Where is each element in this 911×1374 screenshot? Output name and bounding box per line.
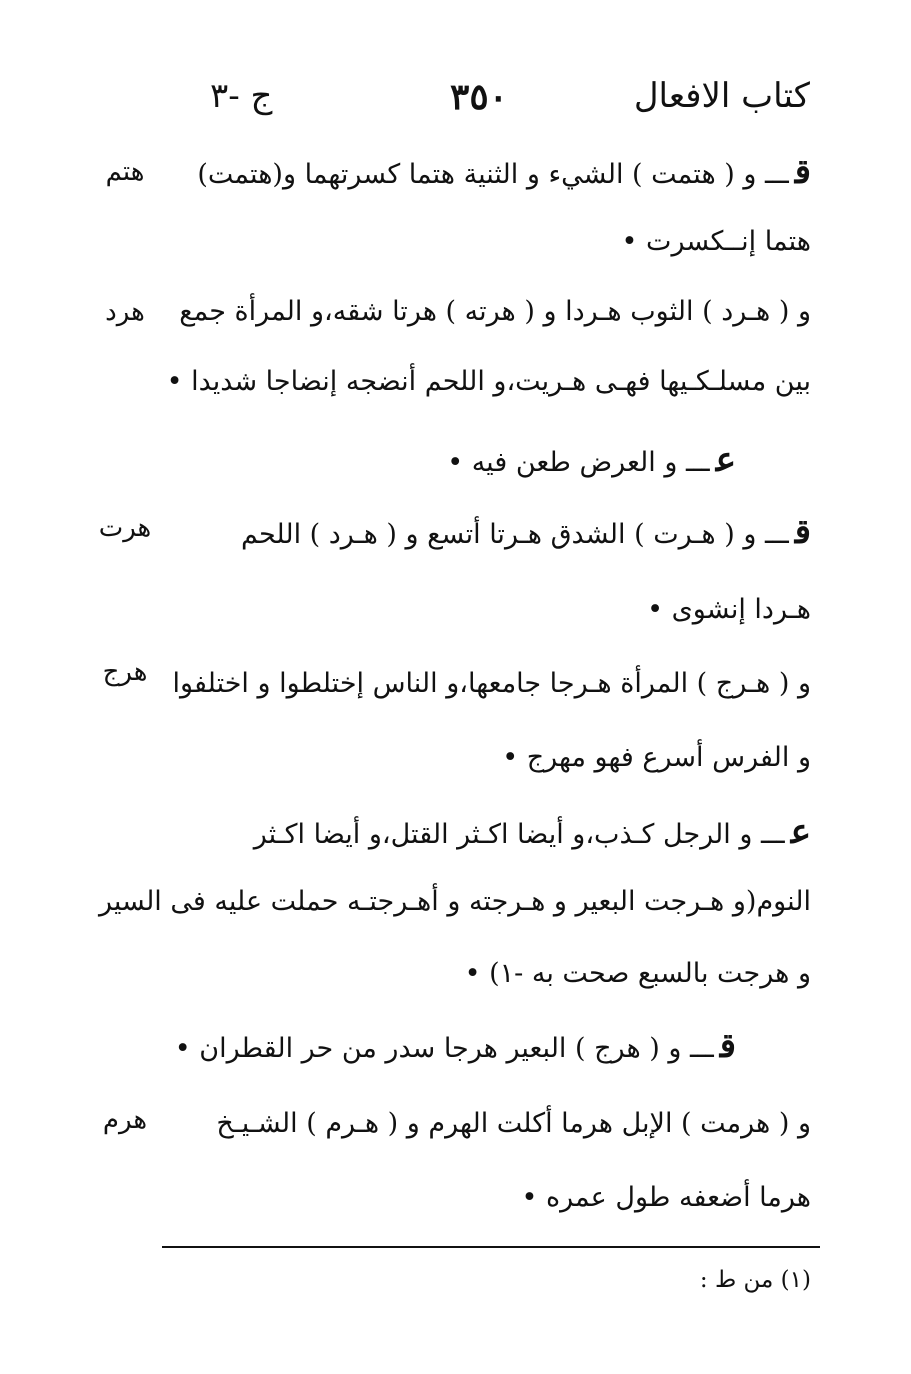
entry-text: و ( هـرج ) المرأة هـرجا جامعها،و الناس إختلطوا و اختلفوا <box>172 668 811 699</box>
entry-text: هتما إنــكسرت • <box>621 226 811 257</box>
entry-text: ـــ و ( هتمت ) الشيء و الثنية هتما كسرتهما و(هتمت) <box>197 159 789 190</box>
entry-line <box>181 954 811 994</box>
entry-line <box>181 222 811 262</box>
entry-text: النوم(و هـرجت البعير و هـرجته و أهـرجتـه حملت عليه فى السير <box>98 886 811 917</box>
entry-text: بين مسلـكـيها فهـى هـريت،و اللحم أنضجه إنضاجا شديدا • <box>166 366 811 397</box>
entry-line <box>181 738 811 778</box>
margin-root-word: هرد <box>105 297 145 327</box>
entry-line <box>98 882 811 922</box>
entry-text: ـــ و العرض طعن فيه • <box>447 447 710 478</box>
margin-root-word: هرم <box>102 1105 148 1135</box>
entry-line <box>172 664 811 704</box>
footnote-divider <box>162 1246 820 1248</box>
entry-text: و ( هرمت ) الإبل هرما أكلت الهرم و ( هـرم ) الشـيـخ <box>216 1108 811 1139</box>
margin-root-word: هتم <box>105 157 145 187</box>
entry-text: ـــ و ( هـرت ) الشدق هـرتا أتسع و ( هـرد ) اللحم <box>241 519 789 550</box>
book-marker: ق <box>794 152 811 192</box>
entry-line <box>181 1178 811 1218</box>
entry-text: هرما أضعفه طول عمره • <box>521 1182 811 1213</box>
entry-line <box>176 1026 736 1069</box>
entry-text: و ( هـرد ) الثوب هـردا و ( هرته ) هرتا شقه،و المرأة جمع <box>179 296 811 327</box>
entry-line <box>181 590 811 630</box>
book-marker: ق <box>719 1026 736 1066</box>
entry-line <box>181 512 811 555</box>
entry-line <box>176 440 736 483</box>
page-number: ٣٥٠ <box>450 76 509 118</box>
entry-line <box>181 292 811 332</box>
book-marker: ع <box>790 812 811 852</box>
entry-line <box>181 1104 811 1144</box>
entry-text: ـــ و الرجل كـذب،و أيضا اكـثر القتل،و أيضا اكـثر <box>253 819 785 850</box>
footnote: (١) من ط : <box>699 1267 811 1293</box>
entry-text: و هرجت بالسبع صحت به -١) • <box>464 958 811 989</box>
entry-line <box>181 152 811 195</box>
entry-text: و الفرس أسرع فهو مهرج • <box>502 742 811 773</box>
volume-label: ج -٣ <box>210 76 273 116</box>
margin-root-word: هرج <box>102 657 148 687</box>
entry-line <box>166 362 811 402</box>
margin-root-word: هرت <box>98 513 152 543</box>
book-marker: ع <box>715 440 736 480</box>
book-marker: ق <box>794 512 811 552</box>
entry-text: ـــ و ( هرج ) البعير هرجا سدر من حر القطران • <box>174 1033 714 1064</box>
entry-line <box>181 812 811 855</box>
book-title: كتاب الافعال <box>633 76 810 116</box>
entry-text: هـردا إنشوى • <box>647 594 811 625</box>
running-header <box>180 76 820 136</box>
